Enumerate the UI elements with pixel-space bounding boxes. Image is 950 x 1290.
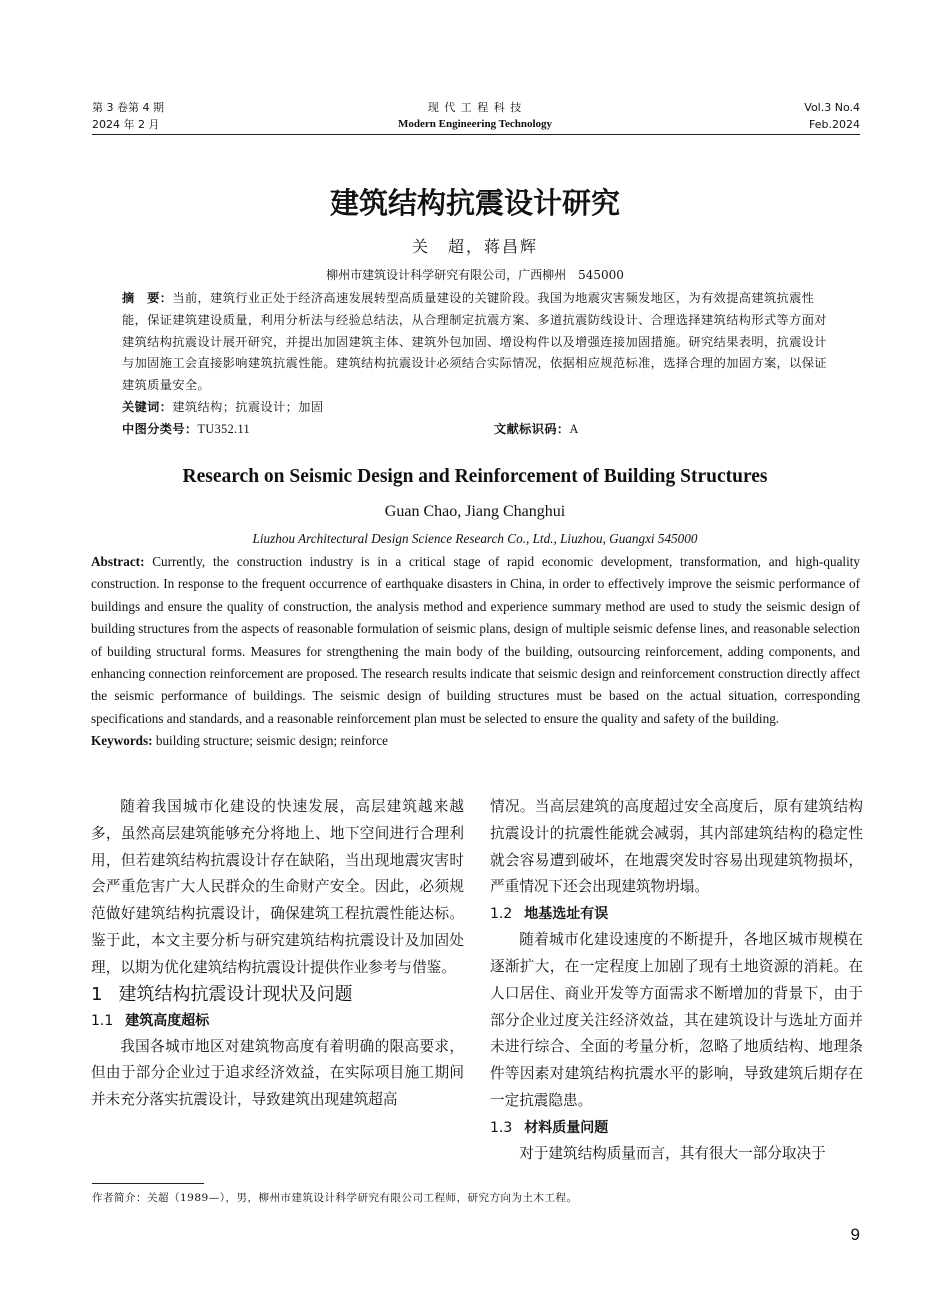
clc-code: TU352.11	[197, 421, 251, 436]
cn-abstract-text: 当前，建筑行业正处于经济高速发展转型高质量建设的关键阶段。我国为地震灾害频发地区，为有效提高建筑抗震性能，保证建筑建设质量，利用分析法与经验总结法，从合理制定抗震方案、多道抗震防线设计、合理选择建筑结构形式等方面对建筑结构抗震设计展开研究，并提出加固建筑主体、建筑外包加固、增设构件以及增强连接加固措施。研究结果表明，抗震设计与加固施工会直接影响建筑抗震性能。建筑结构抗震设计必须结合实际情况，依据相应规范标准，选择合理的加固方案，以保证建筑质量安全。	[122, 291, 827, 393]
section-1-1-title: 建筑高度超标	[125, 1012, 210, 1029]
footnote-rule	[92, 1183, 204, 1184]
journal-date: 2024 年 2 月	[92, 118, 160, 131]
english-affiliation: Liuzhou Architectural Design Science Research Co., Ltd., Liuzhou, Guangxi 545000	[252, 531, 698, 546]
page-number: 9	[850, 1225, 860, 1244]
journal-volume-en: Vol.3 No.4	[804, 101, 860, 114]
section-1-title: 建筑结构抗震设计现状及问题	[118, 983, 353, 1005]
cn-keywords-label: 关键词：	[122, 399, 173, 414]
section-1-1-continuation: 情况。当高层建筑的高度超过安全高度后，原有建筑结构抗震设计的抗震性能就会减弱，其内部建筑结构的稳定性就会容易遭到破坏，在地震突发时容易出现建筑物损坏，严重情况下还会出现建筑物坍塌。	[490, 798, 863, 896]
affiliation: 柳州市建筑设计科学研究有限公司，广西柳州 545000	[326, 268, 624, 282]
section-1-heading	[91, 982, 464, 1008]
journal-name-cn: 现 代 工 程 科 技	[427, 101, 523, 114]
journal-date-en: Feb.2024	[809, 118, 860, 131]
section-1-2-paragraph: 随着城市化建设速度的不断提升，各地区城市规模在逐渐扩大，在一定程度上加剧了现有土地资源的消耗。在人口居住、商业开发等方面需求不断增加的背景下，由于部分企业过度关注经济效益，其在建筑设计与选址方面并未进行综合、全面的考量分析，忽略了地质结构、地理条件等因素对建筑结构抗震水平的影响，导致建筑后期存在一定抗震隐患。	[490, 931, 863, 1109]
section-1-3-heading	[490, 1115, 863, 1141]
authors: 关 超，蒋昌辉	[411, 237, 538, 256]
paper-title: 建筑结构抗震设计研究	[329, 186, 620, 220]
section-1-2-number: 1.2	[490, 906, 513, 923]
section-1-number: 1	[91, 983, 103, 1005]
header-rule	[92, 134, 860, 135]
section-1-2-title: 地基选址有误	[524, 906, 609, 923]
author-footnote: 作者简介：关超（1989—），男，柳州市建筑设计科学研究有限公司工程师，研究方向为土木工程。	[92, 1192, 578, 1204]
doc-code-label: 文献标识码：	[494, 421, 570, 436]
english-abstract-text: Currently, the construction industry is in a critical stage of rapid economic development, transformation, and high-quality construction. In response to the frequent occurrence of earthquake disasters in China, in order to effectively improve the seismic performance of buildings and ensure the quality of construction, the analysis method and experience summary method are used to study the seismic design of building structures from the aspects of reasonable formulation of seismic plans, design of multiple seismic defense lines, and reasonable selection of building structural forms. Measures for strengthening the main body of the building, outsourcing reinforcement, adding components, and enhancing connection reinforcement are proposed. The research results indicate that seismic design and reinforcement construction directly affect the seismic performance of buildings. The seismic design of building structures must be based on the actual situation, corresponding specifications and standards, and a reasonable reinforcement plan must be selected to ensure the quality and safety of the building.	[91, 554, 861, 726]
journal-name-en: Modern Engineering Technology	[397, 118, 553, 130]
doc-code: A	[569, 421, 579, 436]
section-1-3-number: 1.3	[490, 1119, 513, 1136]
section-1-3-title: 材料质量问题	[524, 1119, 609, 1136]
english-abstract	[91, 551, 860, 753]
body-right-column	[490, 794, 863, 1168]
section-1-1-heading	[91, 1008, 464, 1034]
english-abstract-label: Abstract:	[91, 554, 145, 569]
section-1-3-paragraph: 对于建筑结构质量而言，其有很大一部分取决于	[519, 1144, 826, 1162]
english-keywords-label: Keywords:	[91, 733, 153, 749]
section-1-1-number: 1.1	[91, 1012, 114, 1029]
cn-keywords: 建筑结构；抗震设计；加固	[172, 399, 324, 414]
english-authors: Guan Chao, Jiang Changhui	[384, 503, 566, 520]
cn-abstract-label: 摘 要：	[122, 291, 173, 305]
intro-paragraph: 随着我国城市化建设的快速发展，高层建筑越来越多，虽然高层建筑能够充分将地上、地下空间进行合理利用，但若建筑结构抗震设计存在缺陷，当出现地震灾害时会严重危害广大人民群众的生命财产安全。因此，必须规范做好建筑结构抗震设计，确保建筑工程抗震性能达标。鉴于此，本文主要分析与研究建筑结构抗震设计及加固处理，以期为优化建筑结构抗震设计提供作业参考与借鉴。	[91, 798, 464, 976]
cn-abstract	[122, 288, 834, 441]
english-keywords: building structure; seismic design; reinforce	[155, 733, 389, 749]
english-title: Research on Seismic Design and Reinforcement of Building Structures	[182, 466, 768, 487]
section-1-2-heading	[490, 901, 863, 927]
journal-volume: 第 3 卷第 4 期	[92, 101, 164, 114]
section-1-1-paragraph: 我国各城市地区对建筑物高度有着明确的限高要求，但由于部分企业过于追求经济效益，在实际项目施工期间并未充分落实抗震设计，导致建筑出现建筑超高	[91, 1037, 464, 1109]
body-left-column	[91, 794, 464, 1114]
clc-label: 中图分类号：	[122, 421, 198, 436]
